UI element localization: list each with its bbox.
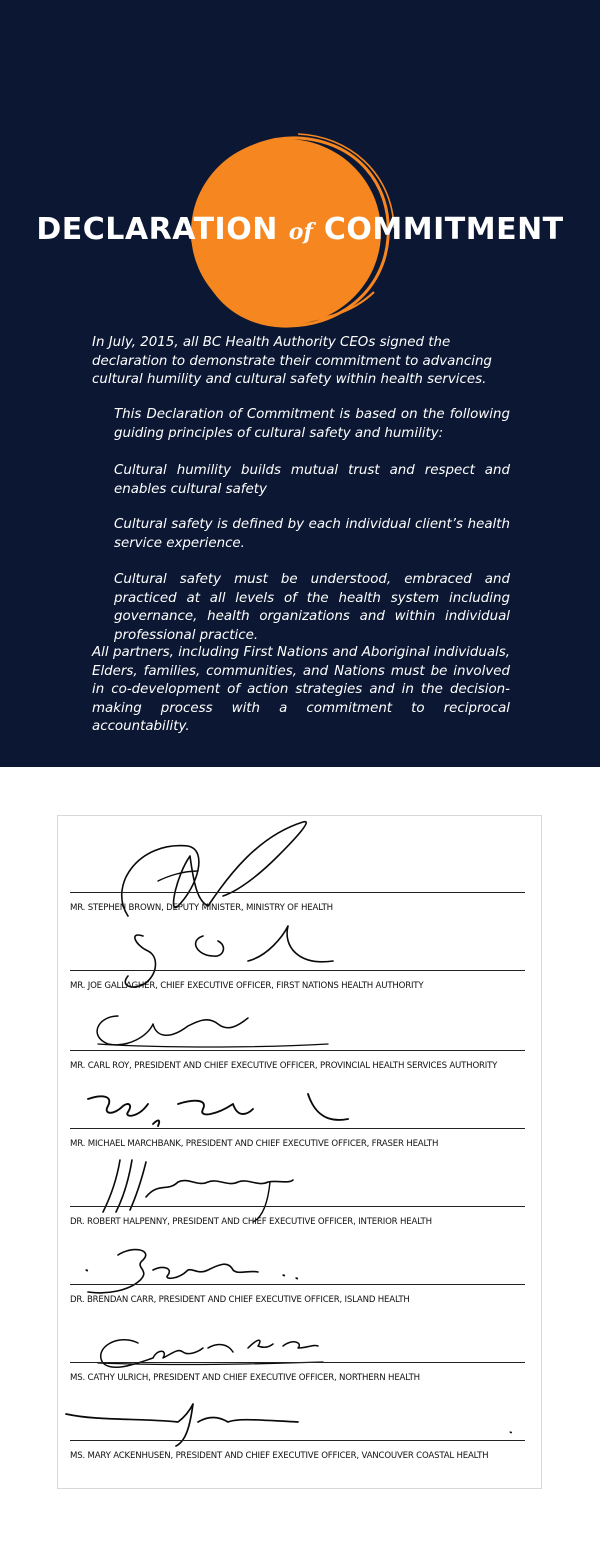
signature-row [58, 1074, 543, 1154]
signatory-label: MS. MARY ACKENHUSEN, PRESIDENT AND CHIEF EXECUTIVE OFFICER, VANCOUVER COASTAL HEALTH [70, 1451, 489, 1461]
signature-michael-marchbank [58, 1074, 543, 1164]
signature-row [58, 996, 543, 1076]
title-commitment: COMMITMENT [323, 212, 564, 247]
principle-safety-definition: Cultural safety is defined by each individual client’s health service experience. [114, 517, 510, 551]
page-title [0, 212, 600, 247]
signature-line [70, 1050, 525, 1051]
signature-row [58, 1152, 543, 1232]
signature-line [70, 970, 525, 971]
signature-row [58, 1386, 543, 1476]
signature-line [70, 1284, 525, 1285]
signature-row [58, 1308, 543, 1388]
signature-line [70, 892, 525, 893]
declaration-header-section [0, 0, 600, 767]
title-of: of [288, 219, 313, 245]
principles-intro-paragraph: This Declaration of Commitment is based on the following guiding principles of cultural safety and humility: [114, 407, 510, 441]
intro-paragraph: In July, 2015, all BC Health Authority CEOs signed the declaration to demonstrate their commitment to advancing cultural humility and cultural safety within health services. [92, 335, 492, 387]
signature-brendan-carr [58, 1230, 543, 1320]
signature-line [70, 1206, 525, 1207]
signature-line [70, 1128, 525, 1129]
signatory-label: MR. JOE GALLAGHER, CHIEF EXECUTIVE OFFICER, FIRST NATIONS HEALTH AUTHORITY [70, 981, 424, 991]
signature-mary-ackenhusen [58, 1386, 543, 1476]
principle-humility: Cultural humility builds mutual trust and respect and enables cultural safety [114, 463, 510, 497]
closing-paragraph: All partners, including First Nations and Aboriginal individuals, Elders, families, communities, and Nations must be involved in co-development of action strategies and in the decision-making process with a commitment to reciprocal accountability. [92, 645, 510, 734]
signature-row [58, 916, 543, 996]
signatory-label: MR. STEPHEN BROWN, DEPUTY MINISTER, MINISTRY OF HEALTH [70, 903, 333, 913]
signatory-label: MS. CATHY ULRICH, PRESIDENT AND CHIEF EXECUTIVE OFFICER, NORTHERN HEALTH [70, 1373, 420, 1383]
signature-line [70, 1362, 525, 1363]
signature-robert-halpenny [58, 1152, 543, 1242]
signature-carl-roy [58, 996, 543, 1086]
signature-line [70, 1440, 525, 1441]
signature-panel [57, 815, 542, 1489]
signature-cathy-ulrich [58, 1308, 543, 1398]
signature-row [58, 816, 543, 916]
signatory-label: MR. CARL ROY, PRESIDENT AND CHIEF EXECUTIVE OFFICER, PROVINCIAL HEALTH SERVICES AUTHORITY [70, 1061, 498, 1071]
signatory-label: DR. BRENDAN CARR, PRESIDENT AND CHIEF EXECUTIVE OFFICER, ISLAND HEALTH [70, 1295, 410, 1305]
signatory-label: DR. ROBERT HALPENNY, PRESIDENT AND CHIEF EXECUTIVE OFFICER, INTERIOR HEALTH [70, 1217, 432, 1227]
signatory-label: MR. MICHAEL MARCHBANK, PRESIDENT AND CHIEF EXECUTIVE OFFICER, FRASER HEALTH [70, 1139, 439, 1149]
principle-safety-practice: Cultural safety must be understood, embraced and practiced at all levels of the health system including governance, health organizations and within individual professional practice. [114, 572, 510, 643]
title-declaration: DECLARATION [36, 212, 278, 247]
signature-row [58, 1230, 543, 1310]
signature-joe-gallagher [58, 916, 543, 1006]
